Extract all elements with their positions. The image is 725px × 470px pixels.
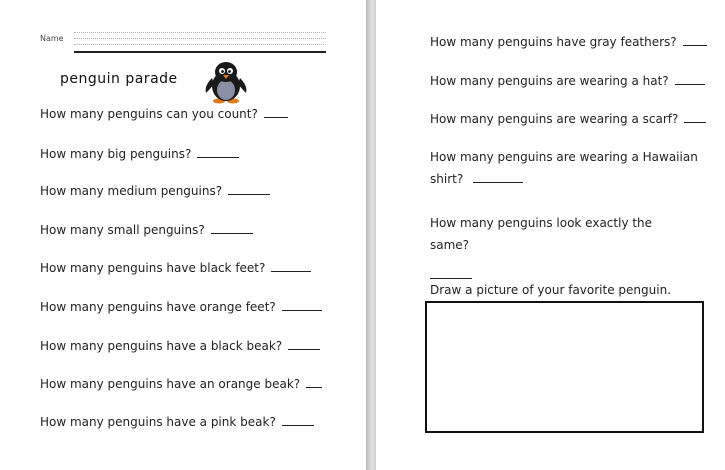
answer-blank[interactable]	[430, 266, 472, 279]
question-orange-feet: How many penguins have orange feet?	[40, 296, 322, 318]
answer-blank[interactable]	[228, 182, 270, 195]
question-small-penguins: How many small penguins?	[40, 219, 253, 241]
answer-blank[interactable]	[264, 105, 288, 118]
answer-blank[interactable]	[282, 413, 314, 426]
question-wearing-scarf: How many penguins are wearing a scarf?	[430, 108, 706, 130]
answer-blank[interactable]	[271, 259, 311, 272]
name-label: Name	[40, 34, 64, 43]
question-black-feet: How many penguins have black feet?	[40, 257, 311, 279]
question-gray-feathers: How many penguins have gray feathers?	[430, 31, 707, 53]
answer-blank[interactable]	[306, 375, 322, 388]
answer-blank[interactable]	[675, 72, 705, 85]
answer-blank[interactable]	[684, 110, 706, 123]
worksheet-page-right	[376, 0, 725, 470]
worksheet-title: penguin parade	[60, 71, 178, 87]
penguin-icon	[202, 60, 250, 104]
answer-blank[interactable]	[683, 33, 707, 46]
draw-prompt: Draw a picture of your favorite penguin.	[430, 283, 672, 297]
page-gutter	[366, 0, 376, 470]
question-black-beak: How many penguins have a black beak?	[40, 335, 320, 357]
answer-blank[interactable]	[211, 221, 253, 234]
question-medium-penguins: How many medium penguins?	[40, 180, 270, 202]
question-count-penguins: How many penguins can you count?	[40, 103, 288, 125]
question-wearing-hat: How many penguins are wearing a hat?	[430, 70, 705, 92]
drawing-box[interactable]	[425, 301, 704, 433]
question-pink-beak: How many penguins have a pink beak?	[40, 411, 314, 433]
name-field[interactable]	[74, 30, 326, 54]
answer-blank[interactable]	[288, 337, 320, 350]
question-hawaiian-shirt: How many penguins are wearing a Hawaiian shirt?	[430, 150, 698, 186]
answer-blank[interactable]	[473, 170, 523, 183]
answer-blank[interactable]	[197, 145, 239, 158]
question-big-penguins: How many big penguins?	[40, 143, 239, 165]
answer-blank[interactable]	[282, 298, 322, 311]
question-orange-beak: How many penguins have an orange beak?	[40, 373, 322, 395]
question-exactly-same: How many penguins look exactly the same?	[430, 212, 690, 279]
